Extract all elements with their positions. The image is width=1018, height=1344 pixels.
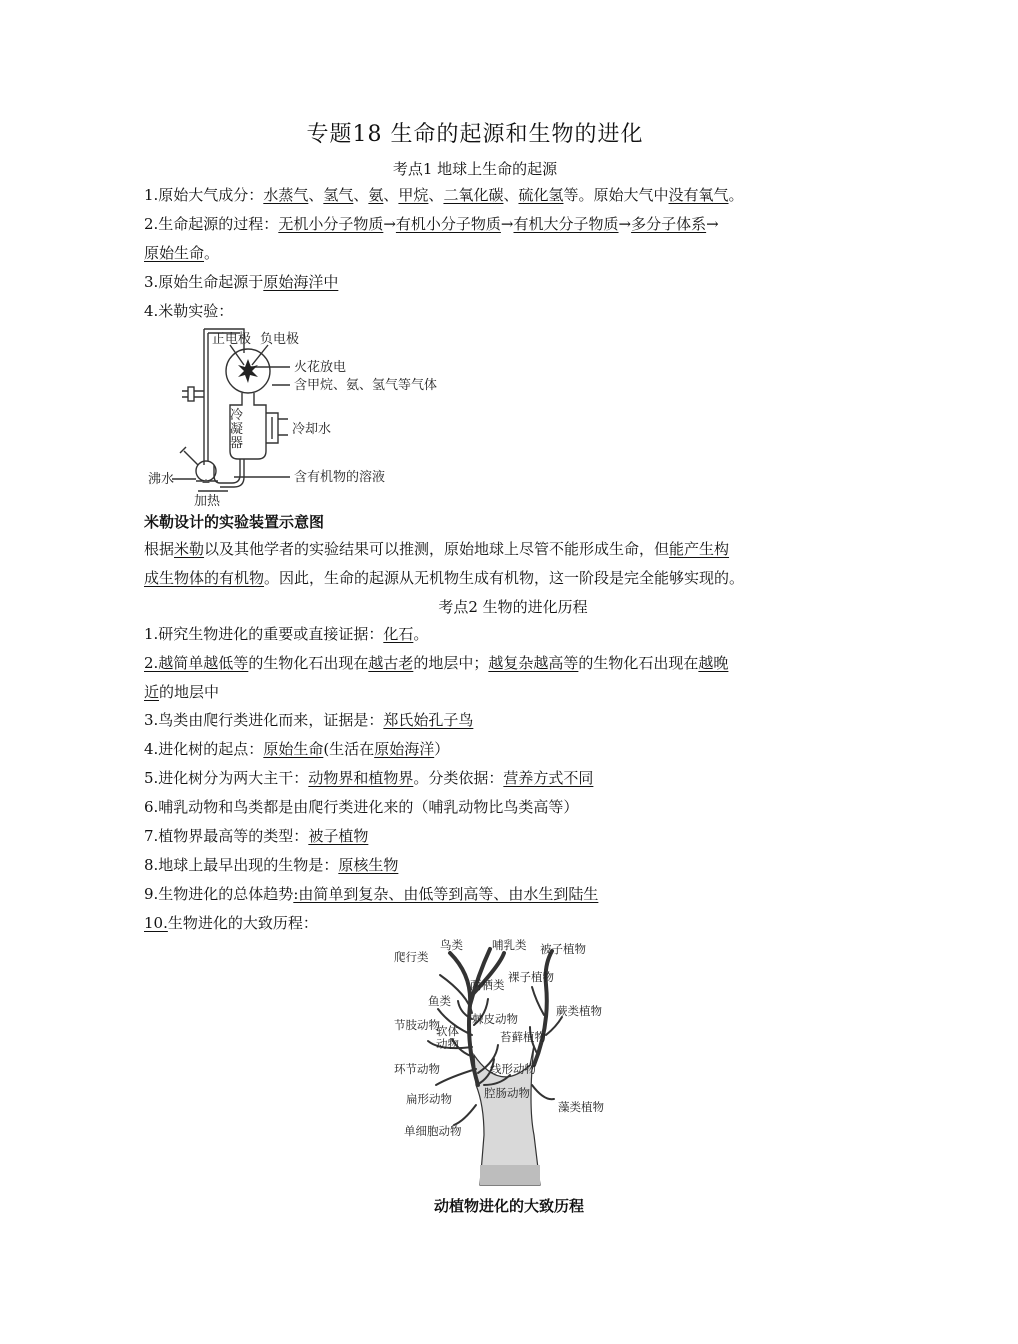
heat-label: 加热 — [194, 494, 221, 509]
miller-apparatus-figure — [148, 325, 460, 510]
answer: 营养方式不同 — [503, 769, 594, 787]
answer: 越复杂越高等 — [488, 654, 579, 672]
negative-electrode-label: 负电极 — [260, 332, 300, 347]
paragraph-1-cont — [144, 568, 744, 588]
answer: 原始海洋 — [374, 740, 435, 758]
text: 的地层中 — [159, 683, 220, 701]
answer: 10. — [144, 914, 168, 932]
text: 2.生命起源的过程： — [144, 215, 279, 233]
text: 等。原始大气中 — [563, 186, 669, 204]
item-b2-cont — [144, 682, 219, 702]
text: 3.鸟类由爬行类进化而来，证据是： — [144, 711, 384, 729]
condenser-char-2: 凝 — [230, 422, 244, 437]
bird-label: 鸟类 — [440, 938, 463, 952]
answer: 没有氧气 — [668, 186, 729, 204]
text: 5.进化树分为两大主干： — [144, 769, 309, 787]
arrow: → — [500, 215, 514, 233]
text: 、 — [353, 186, 369, 204]
answer: 原始生命 — [144, 244, 205, 262]
item-2-cont — [144, 243, 219, 263]
answer: 能产生构 — [669, 540, 730, 558]
miller-figure-caption: 米勒设计的实验装置示意图 — [144, 513, 325, 531]
section-heading-2: 考点2 生物的进化历程 — [438, 598, 588, 616]
solution-label: 含有机物的溶液 — [294, 470, 386, 485]
text: 9.生物进化的总体趋势 — [144, 885, 294, 903]
spark-icon — [238, 359, 258, 383]
answer: 原核生物 — [338, 856, 399, 874]
item-b3 — [144, 710, 473, 730]
moss-label: 苔藓植物 — [500, 1030, 546, 1044]
text: 。 — [728, 186, 744, 204]
condenser-char-1: 冷 — [230, 408, 244, 423]
page-title: 专题18 生命的起源和生物的进化 — [306, 122, 644, 147]
answer: 有机大分子物质 — [513, 215, 619, 233]
text: 4.进化树的起点： — [144, 740, 264, 758]
mollusc-label-1: 软体 — [436, 1024, 459, 1038]
answer: 无机小分子物质 — [278, 215, 384, 233]
evolution-tree-figure — [380, 935, 630, 1185]
answer: 越古老 — [368, 654, 414, 672]
answer: 2.越简单越低等 — [144, 654, 249, 672]
text: 7.植物界最高等的类型： — [144, 827, 309, 845]
cooling-water-label: 冷却水 — [292, 422, 332, 437]
item-2 — [144, 214, 719, 234]
boiling-water-label: 沸水 — [148, 472, 175, 487]
answer: 硫化氢 — [518, 186, 564, 204]
algae-label: 藻类植物 — [558, 1100, 604, 1114]
spark-label: 火花放电 — [294, 360, 347, 375]
text: 。 — [413, 625, 429, 643]
text: 生物进化的大致历程： — [167, 914, 318, 932]
text: 根据 — [144, 540, 175, 558]
section-heading-1: 考点1 地球上生命的起源 — [392, 160, 558, 178]
answer: 郑氏始孔子鸟 — [383, 711, 474, 729]
answer: 化石 — [383, 625, 414, 643]
reptile-label: 爬行类 — [394, 950, 429, 964]
answer: 甲烷 — [398, 186, 429, 204]
text: 1.研究生物进化的重要或直接证据： — [144, 625, 384, 643]
answer: 氨 — [368, 186, 384, 204]
answer: 米勒 — [174, 540, 205, 558]
paragraph-1 — [144, 539, 729, 559]
text: (生活在 — [323, 740, 375, 758]
answer: 二氧化碳 — [443, 186, 504, 204]
text: ） — [434, 740, 450, 758]
mammal-label: 哺乳类 — [492, 938, 527, 952]
text: 。因此，生命的起源从无机物生成有机物，这一阶段是完全能够实现的。 — [264, 569, 745, 587]
text: 以及其他学者的实验结果可以推测，原始地球上尽管不能形成生命，但 — [204, 540, 670, 558]
gas-label: 含甲烷、氨、氢气等气体 — [294, 378, 438, 393]
item-b5 — [144, 768, 593, 788]
text: 。分类依据： — [413, 769, 504, 787]
gymnosperm-label: 裸子植物 — [508, 970, 554, 984]
arrow: → — [383, 215, 396, 233]
answer: 原始生命 — [263, 740, 324, 758]
answer: 水蒸气 — [263, 186, 309, 204]
text: 的地层中； — [413, 654, 489, 672]
single-cell-label: 单细胞动物 — [404, 1124, 462, 1138]
echinoderm-label: 棘皮动物 — [472, 1012, 518, 1026]
condenser-char-3: 器 — [230, 436, 244, 451]
coelenterate-label: 腔肠动物 — [484, 1086, 530, 1100]
answer: 动物界和植物界 — [308, 769, 414, 787]
text: 3.原始生命起源于 — [144, 273, 264, 291]
mollusc-label-2: 动物 — [436, 1037, 459, 1051]
angiosperm-label: 被子植物 — [540, 942, 586, 956]
text: 、 — [428, 186, 444, 204]
item-3 — [144, 272, 338, 292]
annelid-label: 环节动物 — [394, 1062, 440, 1076]
answer: 有机小分子物质 — [395, 215, 501, 233]
answer: 原始海洋中 — [263, 273, 339, 291]
item-b2 — [144, 653, 728, 673]
item-1 — [144, 185, 744, 205]
tree-figure-caption: 动植物进化的大致历程 — [433, 1197, 584, 1215]
item-4: 4.米勒实验： — [144, 302, 234, 320]
positive-electrode-label: 正电极 — [212, 332, 252, 347]
item-b6: 6.哺乳动物和鸟类都是由爬行类进化来的（哺乳动物比鸟类高等） — [144, 798, 579, 816]
amphibian-label: 两栖类 — [470, 978, 505, 992]
answer: 成生物体的有机物 — [144, 569, 265, 587]
arthropod-label: 节肢动物 — [394, 1018, 440, 1032]
text: 的生物化石出现在 — [578, 654, 699, 672]
item-b1 — [144, 624, 428, 644]
answer: 被子植物 — [308, 827, 369, 845]
item-b10 — [144, 913, 318, 933]
answer: 多分子体系 — [631, 215, 707, 233]
fern-label: 蕨类植物 — [556, 1004, 602, 1018]
flatworm-label: 扁形动物 — [406, 1092, 452, 1106]
fish-label: 鱼类 — [428, 994, 451, 1008]
arrow: → — [618, 215, 632, 233]
answer: 近 — [144, 683, 160, 701]
text: 1.原始大气成分： — [144, 186, 264, 204]
answer: 氢气 — [323, 186, 354, 204]
item-b4 — [144, 739, 449, 759]
text: 8.地球上最早出现的生物是： — [144, 856, 339, 874]
arrow: → — [706, 215, 719, 233]
nematode-label: 线形动物 — [490, 1062, 536, 1076]
text: 的生物化石出现在 — [248, 654, 369, 672]
text: 、 — [503, 186, 519, 204]
text: 。 — [204, 244, 220, 262]
answer: 越晚 — [698, 654, 729, 672]
text: 、 — [308, 186, 324, 204]
item-b9 — [144, 884, 598, 904]
answer: :由简单到复杂、由低等到高等、由水生到陆生 — [293, 885, 599, 903]
item-b7 — [144, 826, 368, 846]
text: 、 — [383, 186, 399, 204]
item-b8 — [144, 855, 398, 875]
